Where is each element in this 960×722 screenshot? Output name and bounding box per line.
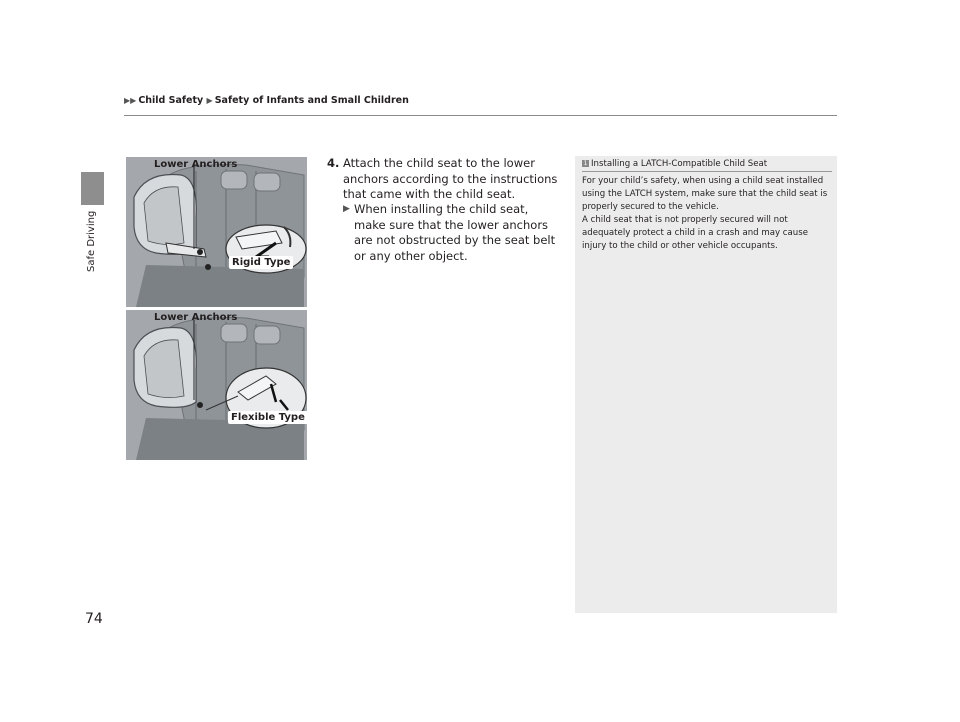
rigid-type-illustration (126, 157, 307, 307)
subnote-arrow-icon: ▶ (343, 204, 350, 214)
side-note-paragraph-2: A child seat that is not properly secured will not adequately protect a child in a crash and may cause injury to the child or other vehicle occupants. (582, 215, 809, 251)
step-text: Attach the child seat to the lower anchors according to the instructions that came with the child seat. (343, 156, 558, 201)
step-subnote-text: When installing the child seat, make sure that the lower anchors are not obstructed by the seat belt or any other object. (354, 202, 556, 263)
section-side-label: Safe Driving (86, 210, 97, 272)
side-note-rule (582, 171, 832, 172)
lower-anchors-label: Lower Anchors (154, 312, 238, 323)
side-note-box (575, 156, 837, 613)
breadcrumb-arrow-icon: ▶ (206, 96, 213, 105)
side-note-paragraph-1: For your child’s safety, when using a child seat installed using the LATCH system, make sure that the child seat is properly secured to the vehicle. (582, 176, 828, 212)
breadcrumb-arrow-icon: ▶▶ (124, 96, 137, 105)
breadcrumb (124, 95, 409, 106)
breadcrumb-item-child-safety[interactable]: Child Safety (138, 95, 204, 106)
flexible-type-illustration (126, 310, 307, 460)
section-tab-marker (81, 172, 104, 205)
rigid-type-seat-drawing (126, 157, 307, 307)
rigid-type-label: Rigid Type (229, 256, 293, 269)
step-number: 4. (327, 156, 340, 170)
page-number: 74 (85, 611, 103, 627)
side-note-body (582, 175, 832, 253)
flexible-type-label: Flexible Type (228, 411, 307, 424)
breadcrumb-item-safety-infants[interactable]: Safety of Infants and Small Children (214, 95, 409, 106)
flexible-type-seat-drawing (126, 310, 307, 460)
lower-anchors-label: Lower Anchors (154, 159, 238, 170)
note-marker-icon: 1 (583, 160, 588, 167)
header-rule (124, 115, 837, 116)
side-note-heading: 1 Installing a LATCH-Compatible Child Seat (583, 159, 768, 169)
